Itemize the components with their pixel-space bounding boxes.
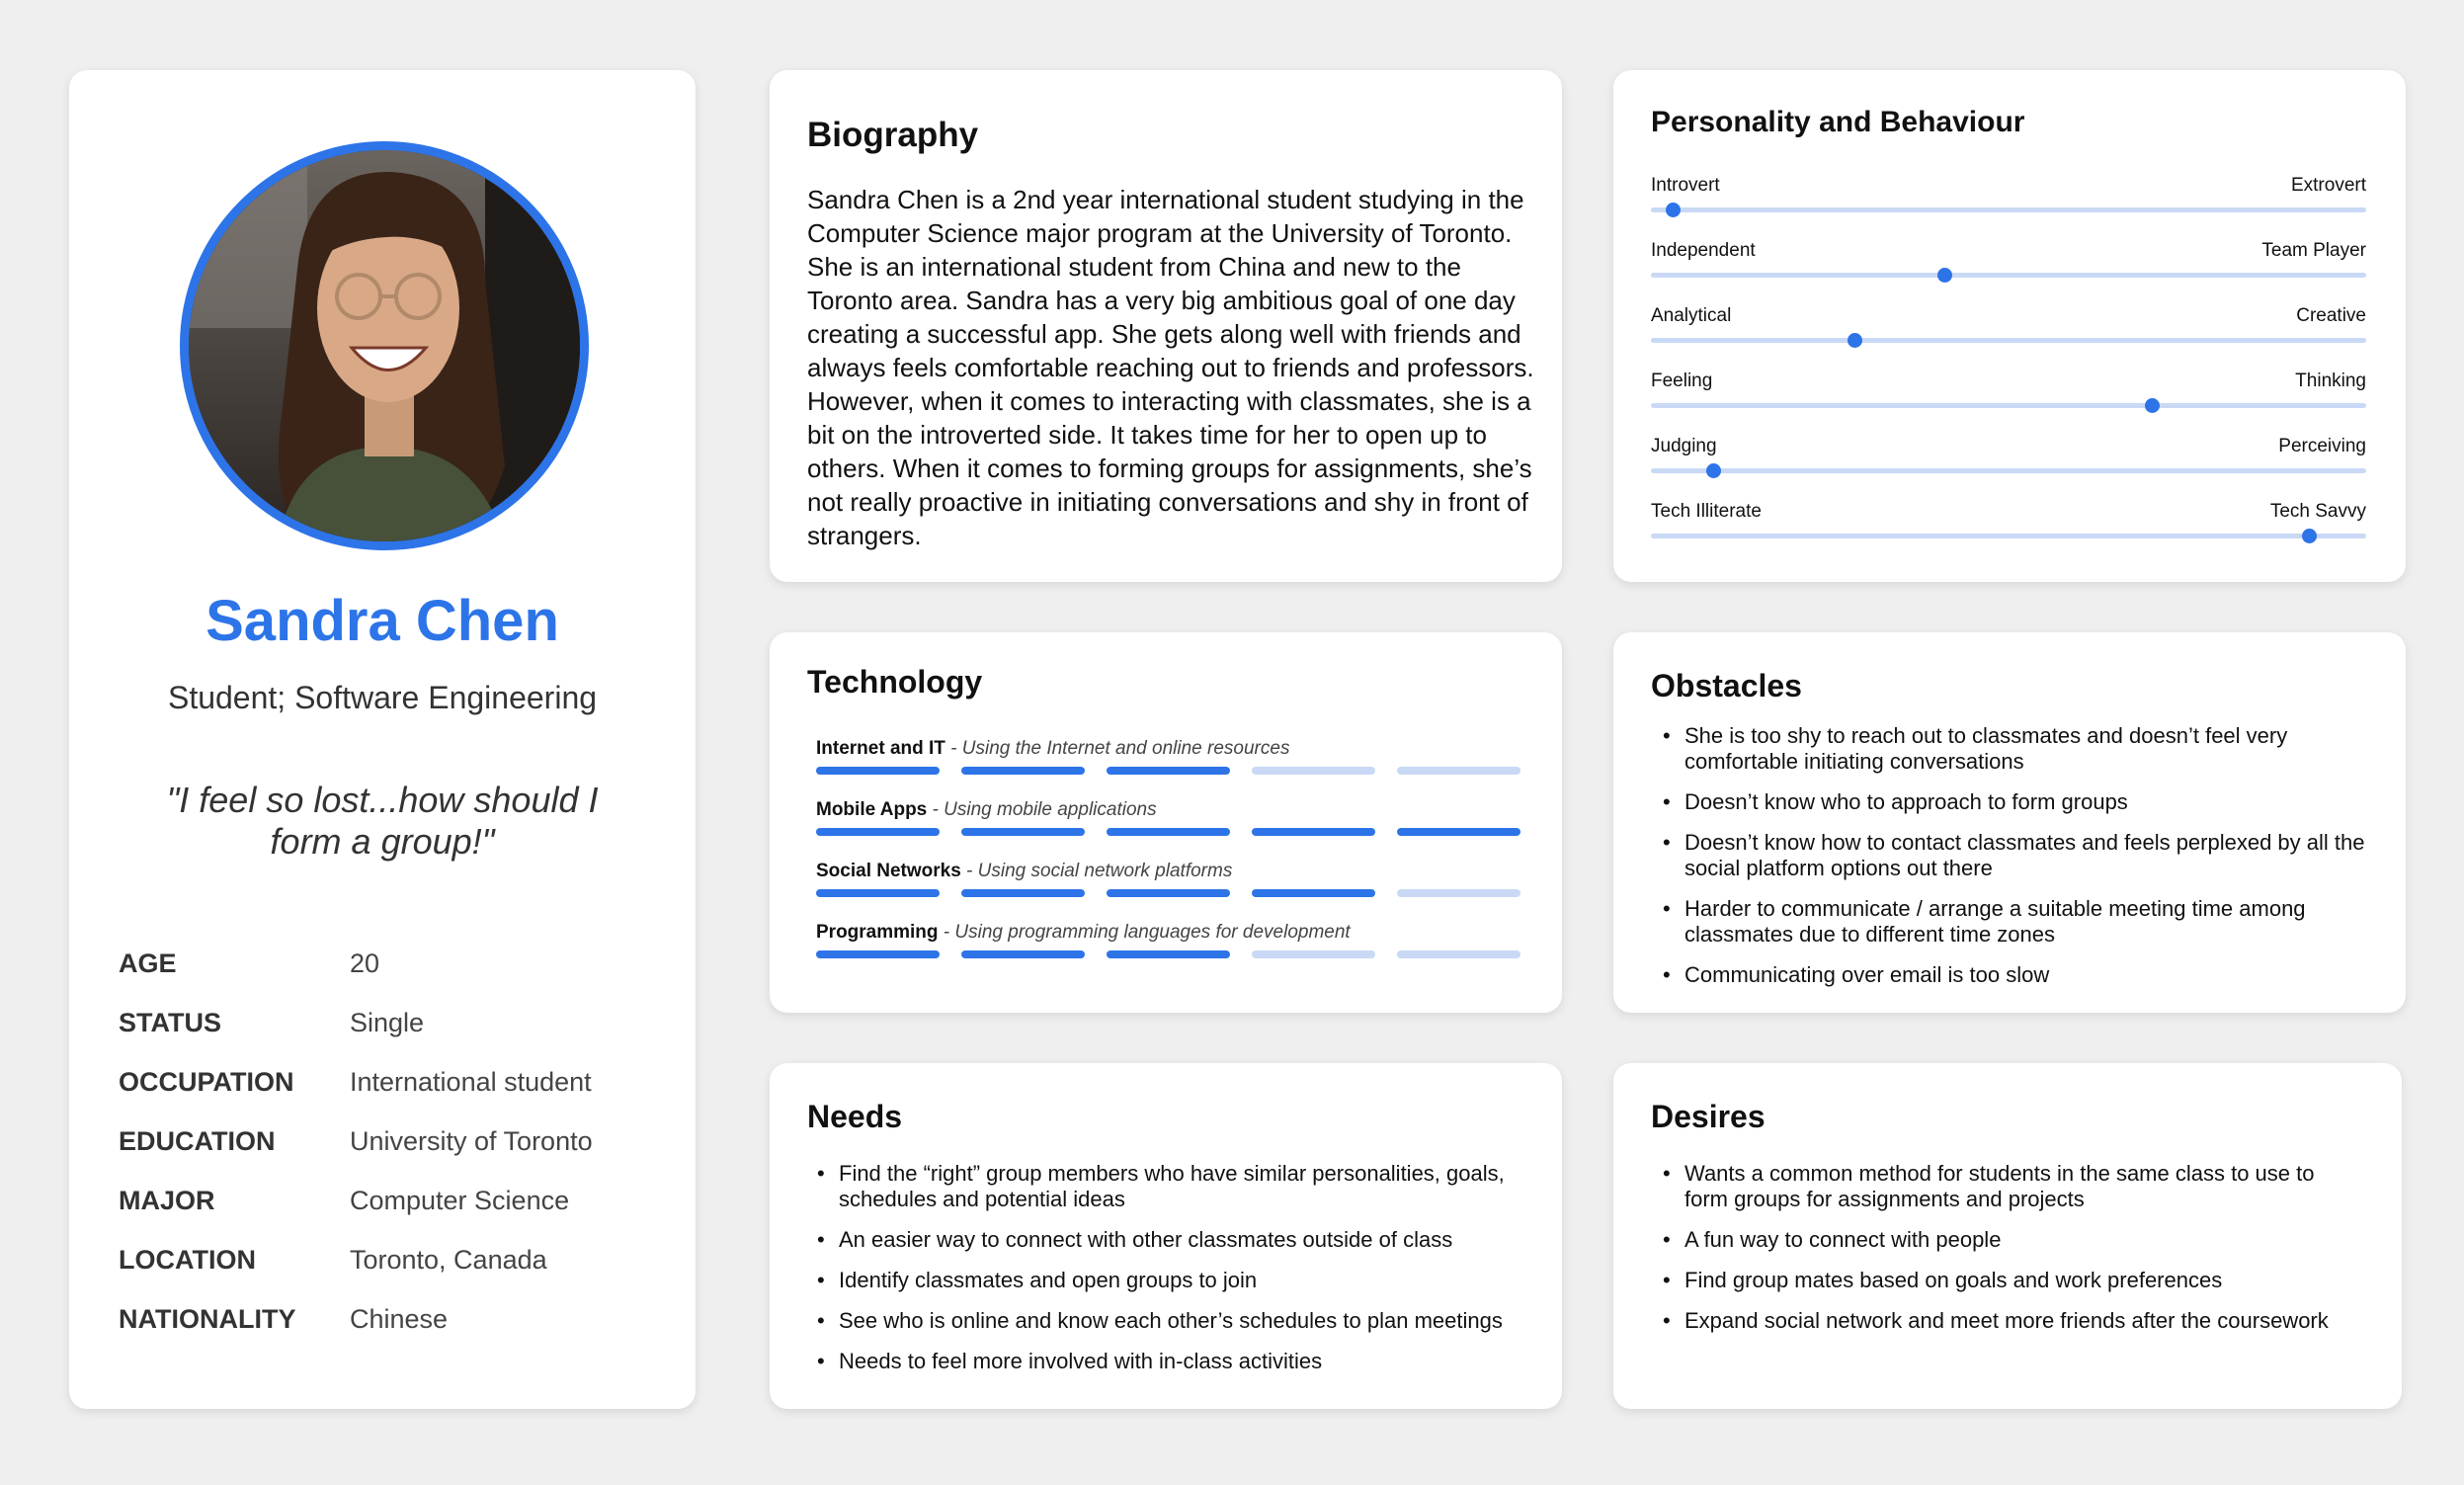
trait-right-label: Thinking [2295, 371, 2366, 391]
attribute-row-status [119, 1008, 672, 1067]
skill-bar-filled [961, 828, 1085, 836]
attribute-key: LOCATION [119, 1245, 256, 1275]
attribute-row-age [119, 949, 672, 1008]
attribute-value: International student [350, 1067, 592, 1097]
tech-skill-name: Internet and IT [816, 738, 945, 759]
list-item: • See who is online and know each other’s schedules to plan meetings [817, 1308, 1528, 1334]
desires-card [1613, 1063, 2402, 1409]
skill-bar-filled [961, 767, 1085, 775]
trait-marker [1937, 268, 1952, 283]
trait-right-label: Tech Savvy [2269, 501, 2366, 522]
tech-skill-name: Programming [816, 922, 939, 943]
tech-skill-meter [816, 828, 1527, 836]
technology-card [770, 632, 1562, 1013]
trait-slider [1651, 371, 2366, 410]
list-item: • Wants a common method for students in the same class to use to form groups for assignments and projects [1663, 1161, 2354, 1212]
list-item: • Expand social network and meet more friends after the coursework [1663, 1308, 2354, 1334]
needs-title: Needs [807, 1099, 903, 1134]
profile-photo [189, 150, 580, 541]
list-item: • A fun way to connect with people [1663, 1227, 2354, 1253]
attribute-value: 20 [350, 949, 380, 978]
attribute-value: University of Toronto [350, 1126, 593, 1156]
needs-card [770, 1063, 1562, 1409]
trait-track [1651, 534, 2366, 538]
skill-bar-empty [1252, 950, 1375, 958]
tech-skill-row [816, 738, 1527, 797]
skill-bar-filled [1252, 889, 1375, 897]
skill-bar-filled [816, 828, 940, 836]
persona-quote: "I feel so lost...how should I form a group!" [166, 780, 599, 862]
trait-marker [1706, 463, 1721, 478]
trait-marker [1666, 203, 1681, 217]
tech-skill-meter [816, 950, 1527, 958]
attribute-row-location [119, 1245, 672, 1304]
trait-slider [1651, 305, 2366, 345]
desires-title: Desires [1651, 1099, 1766, 1134]
skill-bar-filled [1252, 828, 1375, 836]
attribute-value: Single [350, 1008, 425, 1037]
skill-bar-empty [1397, 767, 1520, 775]
tech-skill-row [816, 922, 1527, 981]
tech-skill-desc: - Using social network platforms [960, 861, 1233, 881]
skill-bar-empty [1397, 889, 1520, 897]
biography-card [770, 70, 1562, 582]
skill-bar-filled [816, 767, 940, 775]
desires-list [1663, 1161, 2354, 1334]
skill-bar-filled [1397, 828, 1520, 836]
tech-skill-row [816, 799, 1527, 859]
skill-bar-filled [816, 950, 940, 958]
list-item: • She is too shy to reach out to classmates and doesn’t feel very comfortable initiating conversations [1663, 723, 2374, 775]
obstacles-list [1663, 723, 2374, 988]
trait-left-label: Independent [1651, 240, 1756, 261]
attribute-row-nationality [119, 1304, 672, 1363]
tech-skill-row [816, 861, 1527, 920]
attribute-key: EDUCATION [119, 1126, 276, 1156]
trait-marker [2145, 398, 2160, 413]
skill-bar-filled [1107, 889, 1230, 897]
profile-card [69, 70, 696, 1409]
attribute-row-education [119, 1126, 672, 1186]
trait-track [1651, 273, 2366, 278]
skill-bar-filled [1107, 828, 1230, 836]
tech-skill-label [816, 861, 1232, 882]
list-item: • Doesn’t know how to contact classmates and feels perplexed by all the social platform options out there [1663, 830, 2374, 881]
list-item: • Communicating over email is too slow [1663, 962, 2374, 988]
trait-right-label: Perceiving [2278, 436, 2366, 456]
skill-bar-filled [1107, 950, 1230, 958]
list-item: • An easier way to connect with other classmates outside of class [817, 1227, 1528, 1253]
tech-skill-desc: - Using mobile applications [927, 799, 1157, 820]
tech-skill-meter [816, 767, 1527, 775]
attribute-key: NATIONALITY [119, 1304, 296, 1334]
obstacles-card [1613, 632, 2406, 1013]
attribute-value: Toronto, Canada [350, 1245, 547, 1275]
skill-bar-empty [1252, 767, 1375, 775]
tech-skill-desc: - Using the Internet and online resources [945, 738, 1290, 759]
trait-slider [1651, 175, 2366, 214]
attribute-key: AGE [119, 949, 177, 978]
trait-left-label: Tech Illiterate [1651, 501, 1762, 522]
list-item: • Identify classmates and open groups to join [817, 1268, 1528, 1293]
tech-skill-meter [816, 889, 1527, 897]
trait-right-label: Team Player [2261, 240, 2366, 261]
trait-track [1651, 468, 2366, 473]
trait-left-label: Feeling [1651, 371, 1713, 391]
attribute-key: STATUS [119, 1008, 221, 1037]
needs-list [817, 1161, 1528, 1374]
trait-slider [1651, 436, 2366, 475]
persona-name: Sandra Chen [205, 589, 559, 653]
trait-left-label: Introvert [1651, 175, 1720, 196]
skill-bar-filled [961, 950, 1085, 958]
attribute-row-occupation [119, 1067, 672, 1126]
biography-text: Sandra Chen is a 2nd year international student studying in the Computer Science major program at the University of Toronto. She is an international student from China and new to the Toronto area. Sandra has a very big ambitious goal of one day creating a successful app. She gets along well with friends and always feels comfortable reaching out to friends and professors. However, when it comes to interacting with classmates, she is a bit on the introverted side. It takes time for her to open up to others. When it comes to forming groups for assignments, she’s not really proactive in initiating conversations and shy in front of strangers. [807, 185, 1534, 550]
trait-slider [1651, 240, 2366, 280]
avatar [180, 141, 589, 550]
personality-title: Personality and Behaviour [1651, 106, 2025, 138]
trait-left-label: Analytical [1651, 305, 1732, 326]
tech-skill-name: Social Networks [816, 861, 961, 881]
attribute-key: OCCUPATION [119, 1067, 294, 1097]
tech-skill-label [816, 738, 1289, 760]
list-item: • Find group mates based on goals and work preferences [1663, 1268, 2354, 1293]
list-item: • Needs to feel more involved with in-class activities [817, 1349, 1528, 1374]
tech-skill-desc: - Using programming languages for development [938, 922, 1351, 943]
technology-title: Technology [807, 664, 983, 700]
tech-skill-label [816, 799, 1157, 821]
skill-bar-empty [1397, 950, 1520, 958]
attribute-key: MAJOR [119, 1186, 215, 1215]
personality-card [1613, 70, 2406, 582]
trait-track [1651, 207, 2366, 212]
trait-marker [1848, 333, 1862, 348]
attribute-row-major [119, 1186, 672, 1245]
trait-track [1651, 338, 2366, 343]
attribute-value: Computer Science [350, 1186, 570, 1215]
attribute-value: Chinese [350, 1304, 449, 1334]
skill-bar-filled [816, 889, 940, 897]
persona-role: Student; Software Engineering [167, 680, 598, 715]
trait-slider [1651, 501, 2366, 540]
tech-skill-name: Mobile Apps [816, 799, 928, 820]
trait-right-label: Extrovert [2290, 175, 2366, 196]
trait-left-label: Judging [1651, 436, 1717, 456]
obstacles-title: Obstacles [1651, 668, 1802, 703]
skill-bar-filled [1107, 767, 1230, 775]
trait-marker [2302, 529, 2317, 543]
attribute-list [119, 949, 672, 1363]
list-item: • Harder to communicate / arrange a suitable meeting time among classmates due to different time zones [1663, 896, 2374, 948]
biography-title: Biography [807, 116, 979, 154]
trait-track [1651, 403, 2366, 408]
tech-skill-label [816, 922, 1351, 944]
trait-right-label: Creative [2296, 305, 2366, 326]
list-item: • Doesn’t know who to approach to form groups [1663, 789, 2374, 815]
skill-bar-filled [961, 889, 1085, 897]
list-item: • Find the “right” group members who have similar personalities, goals, schedules and potential ideas [817, 1161, 1528, 1212]
